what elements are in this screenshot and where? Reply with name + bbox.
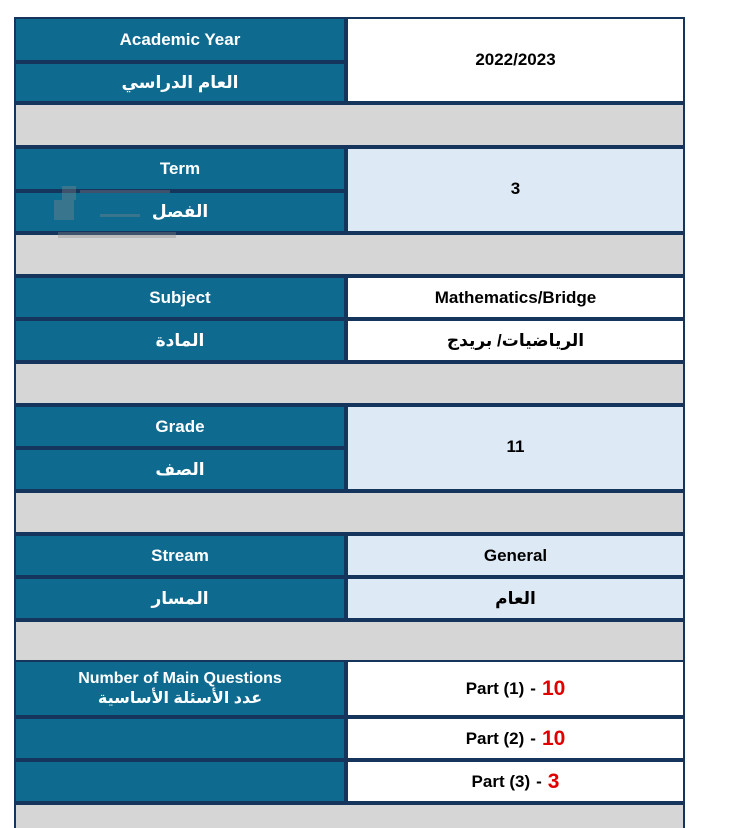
stream-row-en bbox=[14, 534, 685, 577]
part-label: Part (2) bbox=[465, 728, 525, 748]
stream-row-ar bbox=[14, 577, 685, 620]
subject-value-ar: الرياضيات/ بريدج bbox=[346, 319, 685, 362]
part-3-value bbox=[346, 760, 685, 803]
separator-row bbox=[14, 103, 685, 147]
separator-row bbox=[14, 491, 685, 534]
questions-label-ar: عدد الأسئلة الأساسية bbox=[97, 689, 263, 707]
grade-block bbox=[14, 405, 685, 491]
stream-value-en: General bbox=[346, 534, 685, 577]
questions-label-en: Number of Main Questions bbox=[78, 669, 282, 687]
academic-year-label-ar: العام الدراسي bbox=[14, 62, 346, 103]
questions-label bbox=[14, 660, 346, 717]
part-1-value bbox=[346, 660, 685, 717]
subject-row-en bbox=[14, 276, 685, 319]
questions-label-empty bbox=[14, 717, 346, 760]
stream-value-ar: العام bbox=[346, 577, 685, 620]
academic-year-label-en: Academic Year bbox=[14, 17, 346, 62]
questions-row-2 bbox=[14, 717, 685, 760]
part-count: 10 bbox=[541, 676, 566, 700]
questions-label-empty bbox=[14, 760, 346, 803]
stream-label-en: Stream bbox=[14, 534, 346, 577]
part-2-value bbox=[346, 717, 685, 760]
watermark-logo bbox=[52, 184, 182, 252]
separator-row bbox=[14, 362, 685, 405]
part-separator: - bbox=[530, 728, 536, 748]
part-label: Part (1) bbox=[465, 678, 525, 698]
part-label: Part (3) bbox=[471, 771, 531, 791]
grade-value: 11 bbox=[346, 405, 685, 491]
part-count: 3 bbox=[547, 769, 560, 793]
subject-label-ar: المادة bbox=[14, 319, 346, 362]
part-separator: - bbox=[530, 678, 536, 698]
term-label-en: Term bbox=[14, 147, 346, 191]
part-separator: - bbox=[536, 771, 542, 791]
grade-label-ar: الصف bbox=[14, 448, 346, 491]
stream-label-ar: المسار bbox=[14, 577, 346, 620]
subject-row-ar bbox=[14, 319, 685, 362]
term-value: 3 bbox=[346, 147, 685, 233]
term-label-ar: الفصل bbox=[14, 191, 346, 233]
academic-year-block bbox=[14, 17, 685, 103]
subject-label-en: Subject bbox=[14, 276, 346, 319]
questions-row-1 bbox=[14, 660, 685, 717]
grade-label-en: Grade bbox=[14, 405, 346, 448]
academic-year-value: 2022/2023 bbox=[346, 17, 685, 103]
part-count: 10 bbox=[541, 726, 566, 750]
separator-row bbox=[14, 803, 685, 828]
subject-value-en: Mathematics/Bridge bbox=[346, 276, 685, 319]
questions-row-3 bbox=[14, 760, 685, 803]
separator-row bbox=[14, 620, 685, 663]
